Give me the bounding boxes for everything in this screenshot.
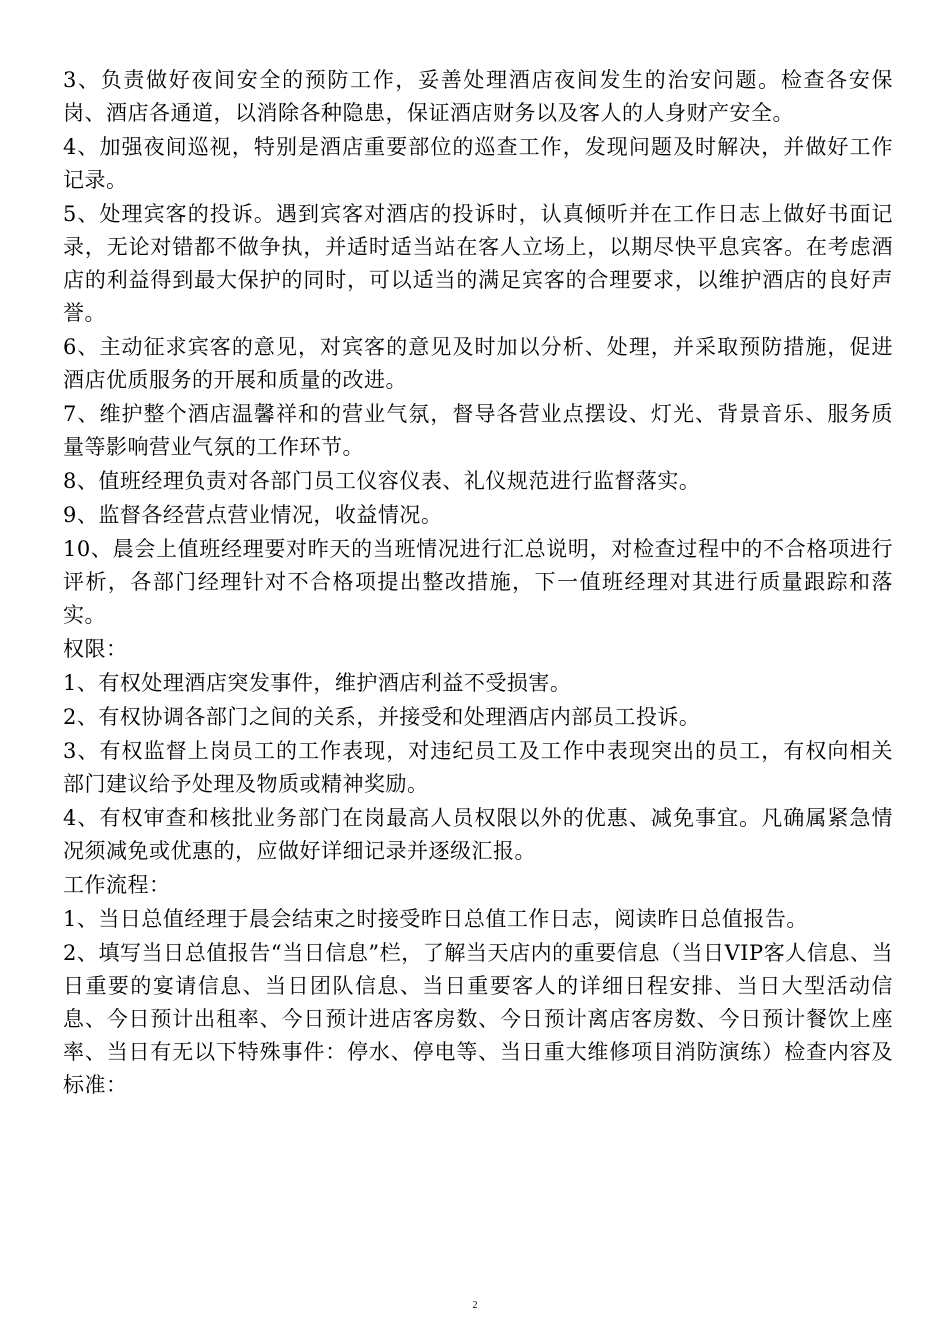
section-heading-authority: 权限：	[63, 637, 128, 661]
paragraph-authority-3: 3、有权监督上岗员工的工作表现，对违纪员工及工作中表现突出的员工，有权向相关部门建议给予处理及物质或精神奖励。	[63, 739, 893, 796]
paragraph-duty-7: 7、维护整个酒店温馨祥和的营业气氛，督导各营业点摆设、灯光、背景音乐、服务质量等影响营业气氛的工作环节。	[63, 402, 893, 459]
paragraph-authority-2: 2、有权协调各部门之间的关系，并接受和处理酒店内部员工投诉。	[63, 705, 701, 729]
page-number: 2	[472, 1300, 478, 1311]
paragraph-duty-10: 10、晨会上值班经理要对昨天的当班情况进行汇总说明，对检查过程中的不合格项进行评析，各部门经理针对不合格项提出整改措施，下一值班经理对其进行质量跟踪和落实。	[63, 537, 893, 627]
paragraph-duty-3: 3、负责做好夜间安全的预防工作，妥善处理酒店夜间发生的治安问题。检查各安保岗、酒店各通道，以消除各种隐患，保证酒店财务以及客人的人身财产安全。	[63, 68, 893, 125]
paragraph-authority-4: 4、有权审查和核批业务部门在岗最高人员权限以外的优惠、减免事宜。凡确属紧急情况须减免或优惠的，应做好详细记录并逐级汇报。	[63, 806, 893, 863]
paragraph-duty-4: 4、加强夜间巡视，特别是酒店重要部位的巡查工作，发现问题及时解决，并做好工作记录。	[63, 135, 893, 192]
paragraph-authority-1: 1、有权处理酒店突发事件，维护酒店利益不受损害。	[63, 671, 572, 695]
paragraph-workflow-1: 1、当日总值经理于晨会结束之时接受昨日总值工作日志，阅读昨日总值报告。	[63, 907, 808, 931]
paragraph-duty-6: 6、主动征求宾客的意见，对宾客的意见及时加以分析、处理，并采取预防措施，促进酒店优质服务的开展和质量的改进。	[63, 335, 893, 392]
paragraph-duty-9: 9、监督各经营点营业情况，收益情况。	[63, 503, 443, 527]
paragraph-workflow-2: 2、填写当日总值报告“当日信息”栏，了解当天店内的重要信息（当日VIP客人信息、当日重要的宴请信息、当日团队信息、当日重要客人的详细日程安排、当日大型活动信息、今日预计出租率、今日预计进店客房数、今日预计离店客房数、今日预计餐饮上座率、当日有无以下特殊事件：停水、停电等、当日重大维修项目消防演练）检查内容及标准：	[63, 941, 893, 1097]
document-body	[63, 64, 893, 1103]
paragraph-duty-5: 5、处理宾客的投诉。遇到宾客对酒店的投诉时，认真倾听并在工作日志上做好书面记录，无论对错都不做争执，并适时适当站在客人立场上，以期尽快平息宾客。在考虑酒店的利益得到最大保护的同时，可以适当的满足宾客的合理要求，以维护酒店的良好声誉。	[63, 202, 893, 325]
paragraph-duty-8: 8、值班经理负责对各部门员工仪容仪表、礼仪规范进行监督落实。	[63, 469, 701, 493]
section-heading-workflow: 工作流程：	[63, 873, 171, 897]
